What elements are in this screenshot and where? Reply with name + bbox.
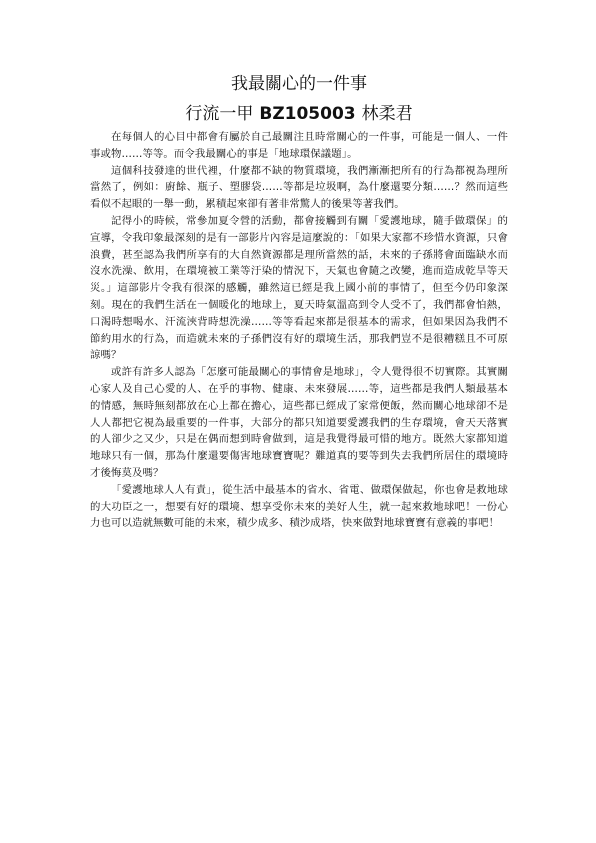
paragraph: 這個科技發達的世代裡，什麼都不缺的物質環境，我們漸漸把所有的行為都視為理所當然了，例如：廚餘、瓶子、塑膠袋……等都是垃圾啊，為什麼還要分類……？然而這些看似不起眼的一舉一動，累積起來卻有著非常驚人的後果等著我們。 [90,164,508,211]
paragraph: 在每個人的心目中都會有屬於自己最關注且時常關心的一件事，可能是一個人、一件事或物……等等。而令我最關心的事是「地球環保議題」。 [90,131,508,160]
document-page [90,72,508,532]
paragraph: 記得小的時候，常參加夏令營的活動，都會接觸到有關「愛護地球，隨手做環保」的宣導，令我印象最深刻的是有一部影片內容是這麼說的：「如果大家都不珍惜水資源，只會浪費，甚至認為我們所享有的大自然資源都是理所當然的話，未來的子孫將會面臨缺水而沒水洗澡、飲用，在環境被工業等汙染的情況下，天氣也會隨之改變，進而造成乾旱等天災。」這部影片令我有很深的感觸，雖然這已經是我上國小前的事情了，但至今仍印象深刻。現在的我們生活在一個暖化的地球上，夏天時氣溫高到令人受不了，我們都會怕熱，口渴時想喝水、汗流浹背時想洗澡……等等看起來都是很基本的需求，但如果因為我們不節約用水的行為，而造就未來的子孫們沒有好的環境生活，那我們豈不是很糟糕且不可原諒嗎？ [90,214,508,362]
document-title: 我最關心的一件事 [231,74,367,94]
student-id: BZ105003 [259,104,356,124]
paragraph: 或許有許多人認為「怎麼可能最關心的事情會是地球」，令人覺得很不切實際。其實關心家人及自己心愛的人、在乎的事物、健康、未來發展……等，這些都是我們人類最基本的情感，無時無刻都放在心上都在擔心，這些都已經成了家常便飯，然而關心地球卻不是人人都把它視為最重要的一件事，大部分的都只知道要愛護我們的生存環境，會天天落實的人卻少之又少，只是在偶而想到時會做到，這是我覺得最可惜的地方。既然大家都知道地球只有一個，那為什麼還要傷害地球寶寶呢？難道真的要等到失去我們所居住的環境時才後悔莫及嗎？ [90,366,508,479]
paragraph: 「愛護地球人人有責」，從生活中最基本的省水、省電、做環保做起，你也會是救地球的大功臣之一，想要有好的環境、想享受你未來的美好人生，就一起來救地球吧！一份心力也可以造就無數可能的未來，積少成多、積沙成塔，快來做對地球寶寶有意義的事吧！ [90,483,508,530]
author-line [90,102,508,126]
class-name: 行流一甲 [185,104,254,124]
student-name: 林柔君 [361,104,413,124]
essay-body [90,129,508,532]
